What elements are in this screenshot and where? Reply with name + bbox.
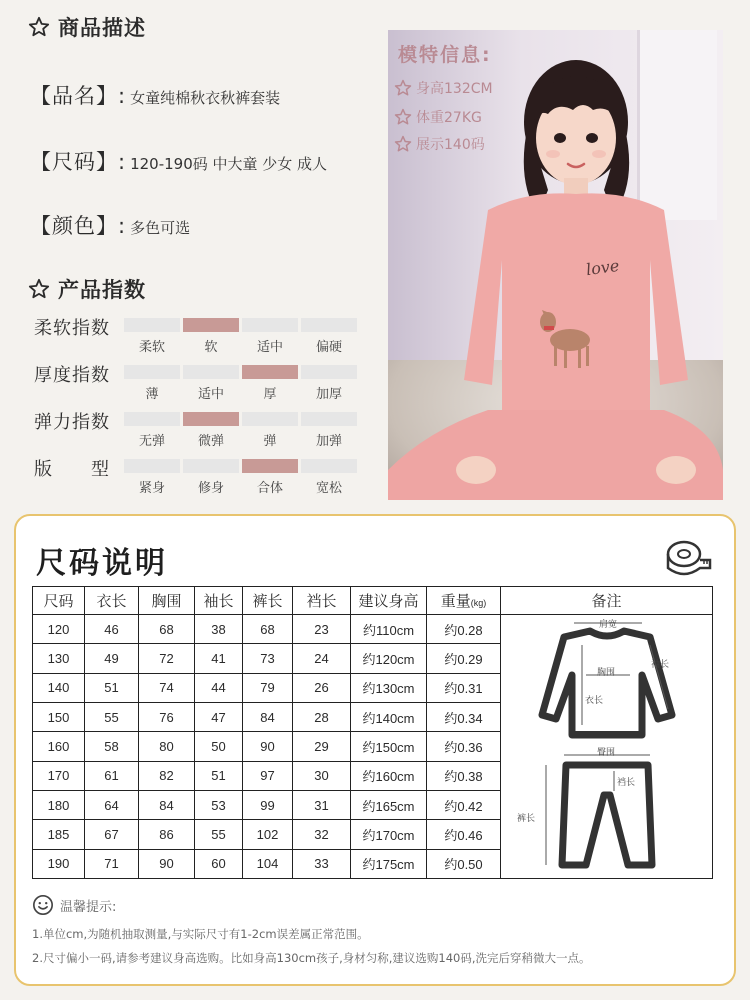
table-cell: 约120cm — [351, 644, 427, 673]
table-cell: 90 — [139, 849, 195, 878]
table-cell: 102 — [243, 820, 293, 849]
model-info-title: 模特信息: — [398, 44, 492, 66]
measurement-diagram-cell — [501, 615, 713, 879]
index-row-label: 弹力指数 — [34, 412, 110, 433]
index-option: 加厚 — [315, 387, 342, 402]
table-cell: 26 — [293, 673, 351, 702]
product-size-row — [30, 146, 327, 176]
index-header — [28, 274, 146, 304]
table-cell: 58 — [85, 732, 139, 761]
table-cell: 99 — [243, 790, 293, 819]
table-cell: 86 — [139, 820, 195, 849]
table-cell: 约130cm — [351, 673, 427, 702]
index-option: 无弹 — [138, 434, 165, 449]
index-bar — [242, 318, 298, 332]
index-title: 产品指数 — [58, 278, 146, 302]
table-cell: 51 — [85, 673, 139, 702]
table-cell: 160 — [33, 732, 85, 761]
table-cell: 90 — [243, 732, 293, 761]
table-cell: 约165cm — [351, 790, 427, 819]
index-option: 软 — [204, 340, 218, 355]
diagram-label-sleeve: 袖长 — [651, 659, 670, 669]
diagram-label-shoulder: 肩宽 — [599, 619, 618, 629]
table-cell: 64 — [85, 790, 139, 819]
table-cell: 84 — [243, 702, 293, 731]
tip-line-2: 2.尺寸偏小一码,请参考建议身高选购。比如身高130cm孩子,身材匀称,建议选购140码,洗完后穿稍微大一点。 — [32, 951, 591, 965]
header-length: 衣长 — [85, 587, 139, 615]
diagram-label-pants-length: 裤长 — [517, 813, 536, 823]
girl-illustration — [388, 30, 723, 500]
index-bar — [242, 412, 298, 426]
table-cell: 约0.34 — [427, 702, 501, 731]
table-cell: 38 — [195, 615, 243, 644]
index-bar — [124, 318, 180, 332]
table-cell: 140 — [33, 673, 85, 702]
table-cell: 120 — [33, 615, 85, 644]
tips-title: 温馨提示: — [60, 899, 117, 915]
header-rise: 裆长 — [293, 587, 351, 615]
index-bar — [183, 412, 239, 426]
table-cell: 50 — [195, 732, 243, 761]
size-table-header — [33, 587, 713, 615]
header-weight — [427, 587, 501, 615]
table-cell: 约0.28 — [427, 615, 501, 644]
table-cell: 104 — [243, 849, 293, 878]
size-table — [32, 586, 713, 879]
header-note: 备注 — [501, 587, 713, 615]
table-cell: 84 — [139, 790, 195, 819]
table-cell: 31 — [293, 790, 351, 819]
index-option: 修身 — [197, 481, 224, 496]
header-weight-unit: (kg) — [470, 598, 487, 608]
measuring-tape-icon — [666, 538, 712, 578]
table-cell: 46 — [85, 615, 139, 644]
table-cell: 170 — [33, 761, 85, 790]
table-cell: 约110cm — [351, 615, 427, 644]
index-bar — [301, 459, 357, 473]
index-bar — [183, 318, 239, 332]
model-height: 身高132CM — [416, 81, 493, 97]
star-outline-icon — [28, 278, 50, 300]
header-size: 尺码 — [33, 587, 85, 615]
diagram-label-length: 衣长 — [585, 695, 604, 705]
header-chest: 胸围 — [139, 587, 195, 615]
index-option: 合体 — [256, 481, 283, 496]
header-pants: 裤长 — [243, 587, 293, 615]
model-height-row — [394, 78, 493, 98]
table-cell: 97 — [243, 761, 293, 790]
product-size-value: 120-190码 中大童 少女 成人 — [130, 155, 328, 173]
table-cell: 约0.31 — [427, 673, 501, 702]
table-cell: 约0.46 — [427, 820, 501, 849]
index-option: 宽松 — [315, 481, 342, 496]
index-bar — [183, 459, 239, 473]
index-bar — [301, 365, 357, 379]
index-bar — [183, 365, 239, 379]
star-outline-icon — [28, 16, 50, 38]
table-cell: 约0.38 — [427, 761, 501, 790]
star-outline-icon — [394, 135, 412, 153]
index-option: 适中 — [256, 340, 283, 355]
diagram-label-rise: 裆长 — [617, 777, 636, 787]
table-cell: 约170cm — [351, 820, 427, 849]
index-option: 微弹 — [197, 434, 224, 449]
table-cell: 约0.42 — [427, 790, 501, 819]
table-cell: 约175cm — [351, 849, 427, 878]
table-cell: 185 — [33, 820, 85, 849]
index-option: 偏硬 — [315, 340, 342, 355]
size-table-body — [33, 615, 713, 879]
table-cell: 180 — [33, 790, 85, 819]
index-row-label: 版 型 — [34, 459, 110, 480]
size-chart-card — [14, 514, 736, 986]
index-bar — [242, 459, 298, 473]
table-cell: 28 — [293, 702, 351, 731]
tip-line-1: 1.单位cm,为随机抽取测量,与实际尺寸有1-2cm误差属正常范围。 — [32, 927, 369, 941]
table-cell: 68 — [139, 615, 195, 644]
table-cell: 30 — [293, 761, 351, 790]
table-cell: 60 — [195, 849, 243, 878]
header-sleeve: 袖长 — [195, 587, 243, 615]
table-cell: 55 — [195, 820, 243, 849]
table-cell: 150 — [33, 702, 85, 731]
header-height: 建议身高 — [351, 587, 427, 615]
table-cell: 79 — [243, 673, 293, 702]
product-name-key: 【品名】: — [30, 84, 127, 108]
index-option: 薄 — [145, 387, 159, 402]
index-bar — [301, 412, 357, 426]
tips-header — [32, 894, 116, 916]
table-cell: 约0.50 — [427, 849, 501, 878]
table-cell: 130 — [33, 644, 85, 673]
index-row-label: 柔软指数 — [34, 318, 110, 339]
index-option: 柔软 — [138, 340, 165, 355]
model-shows-row — [394, 134, 485, 154]
description-title: 商品描述 — [58, 16, 146, 40]
header-weight-label: 重量 — [440, 593, 471, 610]
shirt-print-text: love — [584, 255, 621, 280]
size-chart-title: 尺码说明 — [36, 546, 168, 581]
index-bar — [301, 318, 357, 332]
index-bar — [124, 459, 180, 473]
product-color-value: 多色可选 — [130, 219, 191, 237]
index-bar — [124, 365, 180, 379]
product-name-value: 女童纯棉秋衣秋裤套装 — [130, 89, 281, 107]
index-option: 厚 — [263, 387, 277, 402]
star-outline-icon — [394, 79, 412, 97]
table-cell: 41 — [195, 644, 243, 673]
table-cell: 72 — [139, 644, 195, 673]
table-cell: 约0.29 — [427, 644, 501, 673]
table-cell: 82 — [139, 761, 195, 790]
table-cell: 约0.36 — [427, 732, 501, 761]
index-option: 紧身 — [138, 481, 165, 496]
index-option: 弹 — [263, 434, 277, 449]
table-cell: 33 — [293, 849, 351, 878]
model-weight: 体重27KG — [416, 110, 482, 126]
index-row-label: 厚度指数 — [34, 365, 110, 386]
smiley-icon — [32, 894, 54, 916]
product-color-key: 【颜色】: — [30, 214, 127, 238]
product-size-key: 【尺码】: — [30, 150, 127, 174]
table-cell: 80 — [139, 732, 195, 761]
table-cell: 约140cm — [351, 702, 427, 731]
table-cell: 53 — [195, 790, 243, 819]
index-bar — [124, 412, 180, 426]
table-cell: 190 — [33, 849, 85, 878]
diagram-label-hip: 臀围 — [597, 747, 616, 757]
table-cell: 74 — [139, 673, 195, 702]
table-cell: 67 — [85, 820, 139, 849]
table-cell: 61 — [85, 761, 139, 790]
model-shows-size: 展示140码 — [416, 137, 485, 153]
table-cell: 约160cm — [351, 761, 427, 790]
model-photo — [388, 30, 723, 500]
table-cell: 47 — [195, 702, 243, 731]
index-option: 加弹 — [315, 434, 342, 449]
description-header — [28, 12, 146, 42]
product-color-row — [30, 210, 190, 240]
table-cell: 76 — [139, 702, 195, 731]
table-cell: 29 — [293, 732, 351, 761]
table-cell: 约150cm — [351, 732, 427, 761]
model-weight-row — [394, 107, 482, 127]
star-outline-icon — [394, 108, 412, 126]
table-cell: 68 — [243, 615, 293, 644]
table-cell: 24 — [293, 644, 351, 673]
table-cell: 32 — [293, 820, 351, 849]
table-cell: 23 — [293, 615, 351, 644]
product-name-row — [30, 80, 280, 110]
diagram-label-chest: 胸围 — [597, 667, 616, 677]
index-bar — [242, 365, 298, 379]
table-cell: 73 — [243, 644, 293, 673]
table-cell: 55 — [85, 702, 139, 731]
table-cell: 71 — [85, 849, 139, 878]
table-cell: 44 — [195, 673, 243, 702]
table-cell: 51 — [195, 761, 243, 790]
table-cell: 49 — [85, 644, 139, 673]
index-option: 适中 — [197, 387, 224, 402]
table-row — [33, 615, 713, 644]
